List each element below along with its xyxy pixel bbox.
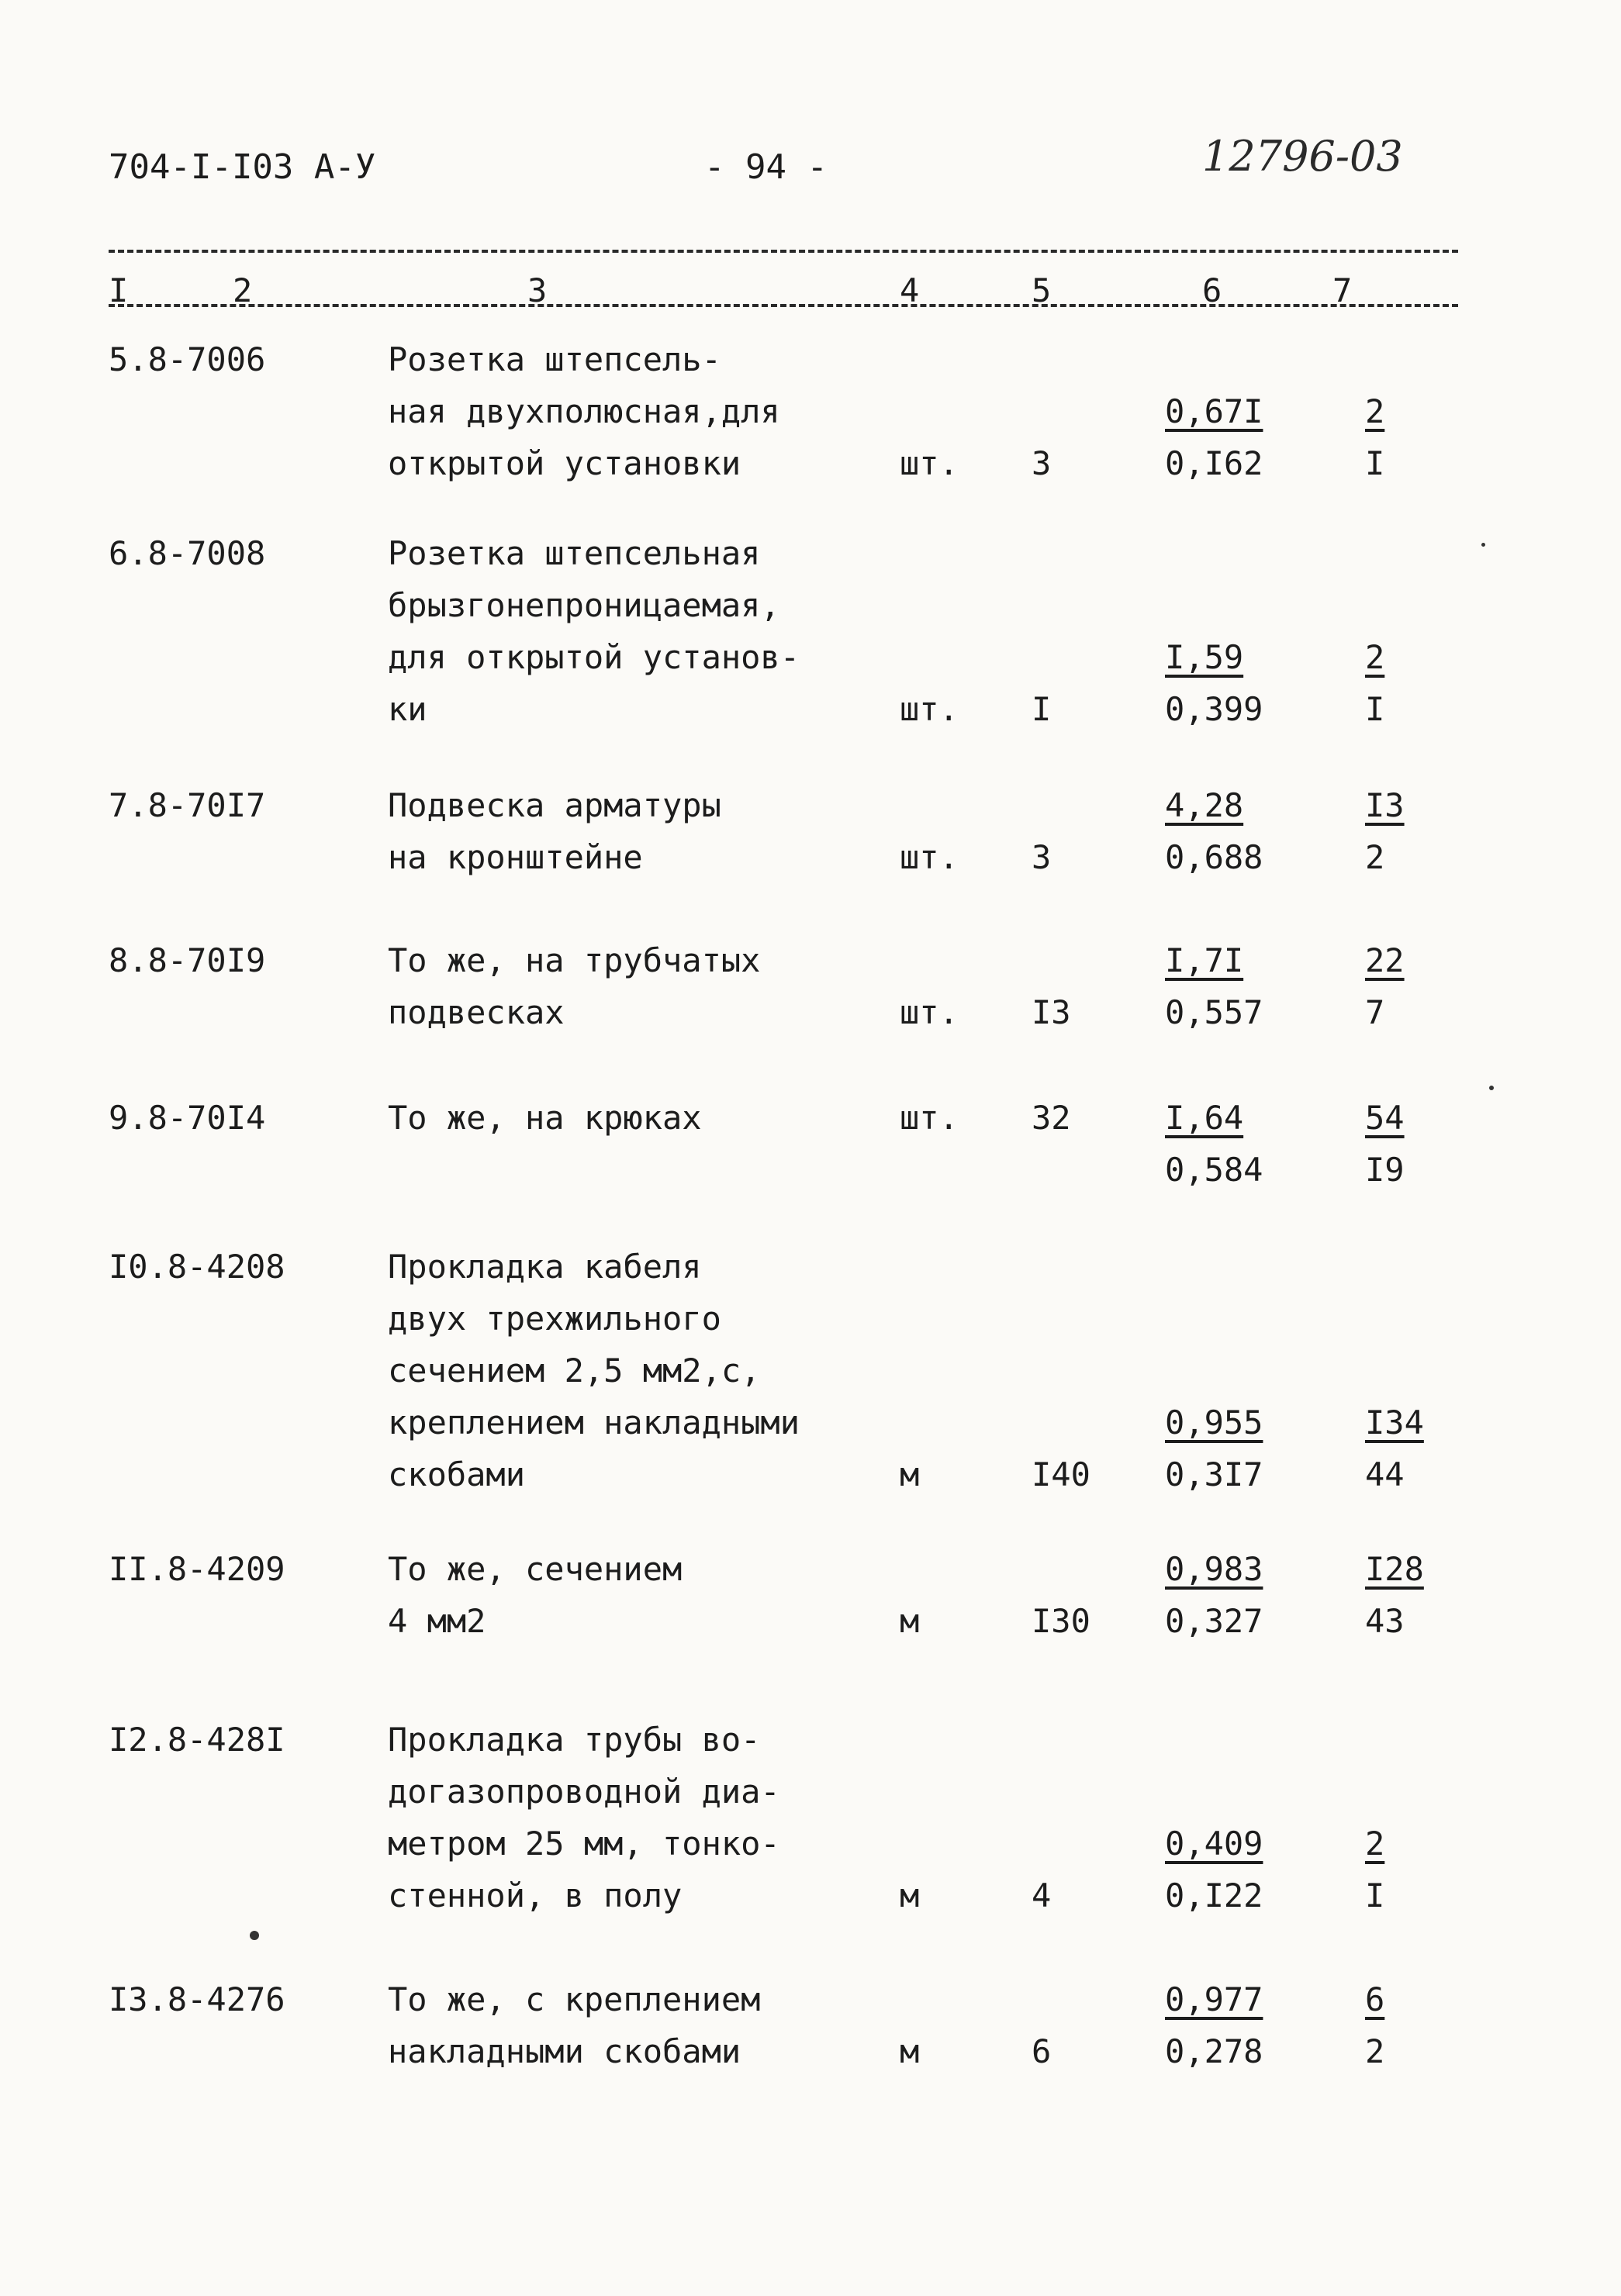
scan-speck (1481, 543, 1485, 547)
col7-top-value: 2 (1365, 1825, 1385, 1863)
col7-top-value: 22 (1365, 941, 1405, 979)
item-description-line: открытой установки (388, 444, 741, 482)
item-description-line: То же, на крюках (388, 1099, 702, 1137)
col6-top-value: 4,28 (1165, 786, 1244, 824)
column-number-4: 4 (900, 271, 920, 309)
item-code: I3.8-4276 (109, 1980, 285, 2018)
col6-bottom-value: 0,I22 (1165, 1877, 1263, 1914)
unit-cell: шт. (900, 993, 959, 1031)
col6-top-value: 0,977 (1165, 1980, 1263, 2018)
item-description-line: Розетка штепсельная (388, 534, 761, 572)
quantity-cell: 4 (1032, 1877, 1052, 1914)
item-description-line: на кронштейне (388, 838, 643, 876)
col7-bottom-value: 7 (1365, 993, 1385, 1031)
item-code: I0.8-4208 (109, 1248, 285, 1286)
quantity-cell: 6 (1032, 2032, 1052, 2070)
unit-cell: м (900, 2032, 920, 2070)
col6-top-value: 0,67I (1165, 392, 1263, 430)
col7-bottom-value: I (1365, 1877, 1385, 1914)
item-description-line: двух трехжильного (388, 1300, 721, 1338)
item-description-line: То же, сечением (388, 1550, 683, 1588)
item-description-line: 4 мм2 (388, 1602, 486, 1640)
column-number-7: 7 (1332, 271, 1353, 309)
document-code: 704-I-I03 A-У (109, 147, 376, 187)
item-code: 5.8-7006 (109, 340, 266, 378)
item-description-line: ная двухполюсная,для (388, 392, 780, 430)
col6-top-value: 0,983 (1165, 1550, 1263, 1588)
item-description-line: скобами (388, 1455, 526, 1493)
column-number-6: 6 (1202, 271, 1222, 309)
item-code: II.8-4209 (109, 1550, 285, 1588)
col7-top-value: 6 (1365, 1980, 1385, 2018)
item-code: 6.8-7008 (109, 534, 266, 572)
item-description-line: сечением 2,5 мм2,с, (388, 1352, 761, 1390)
item-description-line: Прокладка кабеля (388, 1248, 702, 1286)
unit-cell: шт. (900, 444, 959, 482)
item-code: 8.8-70I9 (109, 941, 266, 979)
col6-top-value: I,7I (1165, 941, 1244, 979)
column-number-1: I (109, 271, 129, 309)
item-description-line: брызгонепроницаемая, (388, 586, 780, 624)
unit-cell: м (900, 1877, 920, 1914)
item-description-line: догазопроводной диа- (388, 1773, 780, 1811)
col7-top-value: 2 (1365, 638, 1385, 676)
item-description-line: То же, на трубчатых (388, 941, 761, 979)
quantity-cell: 3 (1032, 444, 1052, 482)
quantity-cell: I (1032, 690, 1052, 728)
col6-bottom-value: 0,327 (1165, 1602, 1263, 1640)
col7-top-value: I28 (1365, 1550, 1424, 1588)
col6-top-value: I,64 (1165, 1099, 1244, 1137)
item-description-line: метром 25 мм, тонко- (388, 1825, 780, 1863)
quantity-cell: 3 (1032, 838, 1052, 876)
unit-cell: шт. (900, 690, 959, 728)
col7-bottom-value: I (1365, 690, 1385, 728)
item-code: I2.8-428I (109, 1721, 285, 1759)
col7-bottom-value: I9 (1365, 1151, 1405, 1189)
item-description-line: креплением накладными (388, 1403, 800, 1441)
item-description-line: ки (388, 690, 427, 728)
col6-bottom-value: 0,557 (1165, 993, 1263, 1031)
col6-top-value: I,59 (1165, 638, 1244, 676)
unit-cell: м (900, 1455, 920, 1493)
quantity-cell: I40 (1032, 1455, 1090, 1493)
col7-top-value: I3 (1365, 786, 1405, 824)
scan-speck (1489, 1086, 1494, 1090)
item-description-line: стенной, в полу (388, 1877, 683, 1914)
quantity-cell: I3 (1032, 993, 1071, 1031)
col6-top-value: 0,955 (1165, 1403, 1263, 1441)
col7-bottom-value: 2 (1365, 2032, 1385, 2070)
col7-bottom-value: I (1365, 444, 1385, 482)
col7-bottom-value: 43 (1365, 1602, 1405, 1640)
item-code: 7.8-70I7 (109, 786, 266, 824)
col6-bottom-value: 0,584 (1165, 1151, 1263, 1189)
unit-cell: м (900, 1602, 920, 1640)
col7-bottom-value: 44 (1365, 1455, 1405, 1493)
column-number-3: 3 (527, 271, 548, 309)
col6-bottom-value: 0,688 (1165, 838, 1263, 876)
header-rule-bottom (109, 304, 1458, 307)
item-description-line: То же, с креплением (388, 1980, 761, 2018)
column-number-5: 5 (1032, 271, 1052, 309)
col7-top-value: I34 (1365, 1403, 1424, 1441)
scan-speck (250, 1931, 259, 1940)
handwritten-number: 12796-03 (1202, 132, 1403, 181)
unit-cell: шт. (900, 1099, 959, 1137)
column-number-2: 2 (233, 271, 253, 309)
col6-bottom-value: 0,278 (1165, 2032, 1263, 2070)
item-description-line: Прокладка трубы во- (388, 1721, 761, 1759)
col6-top-value: 0,409 (1165, 1825, 1263, 1863)
col6-bottom-value: 0,3I7 (1165, 1455, 1263, 1493)
col7-bottom-value: 2 (1365, 838, 1385, 876)
item-description-line: для открытой установ- (388, 638, 800, 676)
col7-top-value: 2 (1365, 392, 1385, 430)
item-description-line: подвесках (388, 993, 565, 1031)
quantity-cell: I30 (1032, 1602, 1090, 1640)
col6-bottom-value: 0,I62 (1165, 444, 1263, 482)
col7-top-value: 54 (1365, 1099, 1405, 1137)
item-code: 9.8-70I4 (109, 1099, 266, 1137)
unit-cell: шт. (900, 838, 959, 876)
header-rule-top (109, 250, 1458, 253)
quantity-cell: 32 (1032, 1099, 1071, 1137)
page-number: - 94 - (704, 147, 828, 187)
item-description-line: накладными скобами (388, 2032, 741, 2070)
item-description-line: Подвеска арматуры (388, 786, 721, 824)
item-description-line: Розетка штепсель- (388, 340, 721, 378)
col6-bottom-value: 0,399 (1165, 690, 1263, 728)
